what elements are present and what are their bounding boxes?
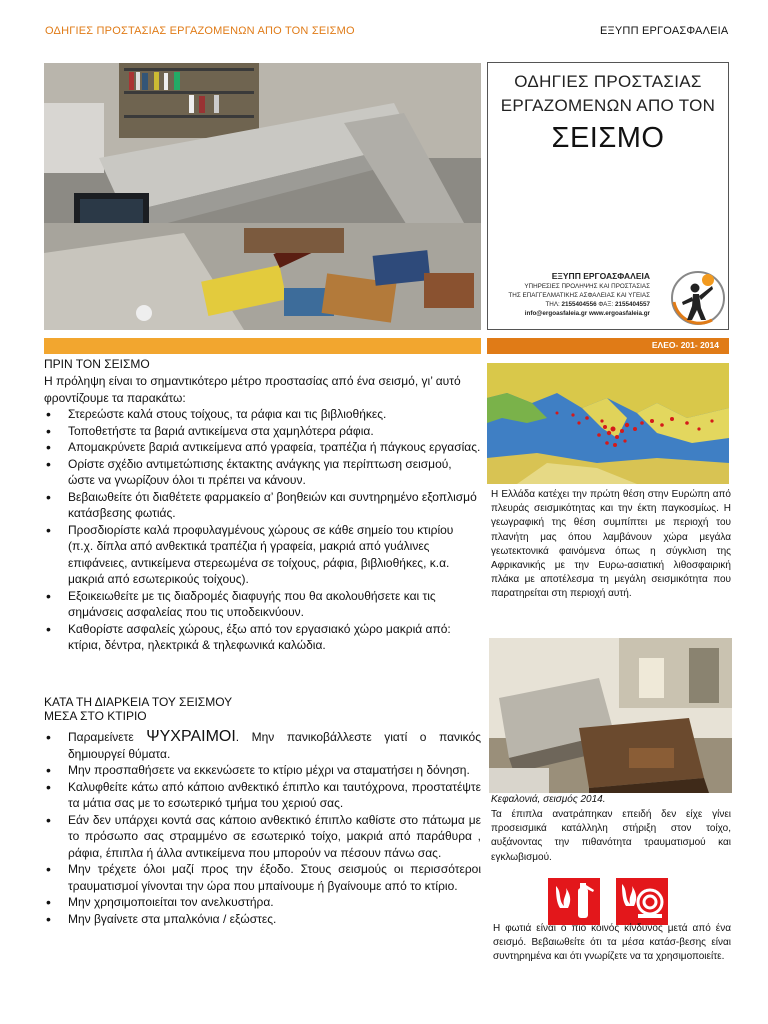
document-code: ΕΛΕΟ- 201- 2014 [651,340,719,350]
during-title: ΚΑΤΑ ΤΗ ΔΙΑΡΚΕΙΑ ΤΟΥ ΣΕΙΣΜΟΥ [44,695,233,709]
list-item: • Στερεώστε καλά στους τοίχους, τα ράφια και τις βιβλιοθήκες. [44,406,481,423]
org-phones: ΤΗΛ: 2155404556 ΦΑΞ: 2155404557 [545,301,650,308]
during-subtitle: ΜΕΣΑ ΣΤΟ ΚΤΙΡΙΟ [44,709,147,723]
org-web: info@ergoasfaleia.gr www.ergoasfaleia.gr [524,310,650,317]
before-list [44,406,481,654]
before-section [44,357,481,654]
ergoasfaleia-logo-icon [668,268,728,328]
org-line-1: ΥΠΗΡΕΣΙΕΣ ΠΡΟΛΗΨΗΣ ΚΑΙ ΠΡΟΣΤΑΣΙΑΣ [524,283,650,290]
title-box [487,62,729,330]
photo2-caption: Τα έπιπλα ανατράπηκαν επειδή δεν είχε γίνει προσεισμικά κατάλληλη στήριξη στον τοίχο, αυξάνοντας την πιθανότητα τραυματισμού και εγκλωβισμού. [491,809,731,863]
title-line-3: ΣΕΙΣΜΟ [551,122,665,154]
during-list [44,729,481,927]
during-section [44,695,481,927]
before-intro: Η πρόληψη είναι το σημαντικότερο μέτρο προστασίας από ένα σεισμό, γι’ αυτό φροντίζουμε τα παρακάτω: [44,374,461,405]
header-org: ΕΞΥΠΠ ΕΡΓΟΑΣΦΑΛΕΙΑ [600,25,729,37]
list-item: • Προσδιορίστε καλά προφυλαγμένους χώρους σε κάθε σημείο του κτιρίου (π.χ. δίπλα από ανθεκτικά τραπέζια ή γραφεία, μακριά από γυάλινες επιφάνειες, αντικείμενα στερεωμένα σε τοίχους, ράφια, βιβλιοθήκες, κ.α. μακριά από εσωτερικούς τοίχους). [44,522,481,588]
code-bar [487,338,729,354]
map-caption: Η Ελλάδα κατέχει την πρώτη θέση στην Ευρώπη από πλευράς σεισμικότητας και την έκτη παγκοσμίως. Η γεωγραφική της θέση συμπίπτει με περιοχή του πλανήτη μας όπου λαμβάνουν χώρα μεγάλα γεωτεκτονικά φαινόμενα όπως η σύγκλιση της Αφρικανικής με την Ευρω-ασιατική λιθοσφαιρική πλάκα με αποτέλεσμα τη μεγάλη σεισμικότητα που παρατηρείται στη περιοχή αυτή. [491,489,731,600]
seismicity-map-image [487,363,729,484]
list-item: • Παραμείνετε ΨΥΧΡΑΙΜΟΙ. Μην πανικοβάλλεστε γιατί ο πανικός δημιουργεί θύματα. [44,729,481,762]
office-damage-photo [44,63,481,330]
list-item: • Μην προσπαθήσετε να εκκενώσετε το κτίριο μέχρι να σταματήσει η δόνηση. [44,762,481,779]
list-item: • Καθορίστε ασφαλείς χώρους, έξω από τον εργασιακό χώρο μακριά από: κτίρια, δέντρα, ηλεκτρικά & τηλεφωνικά καλώδια. [44,621,481,654]
list-item: • Εάν δεν υπάρχει κοντά σας κάποιο ανθεκτικό έπιπλο καθίστε στο πάτωμα με το πρόσωπο σας στραμμένο σε εσωτερικό τοίχο, μακριά από παράθυρα , ράφια, έπιπλα ή άλλα αντικείμενα που μπορούν να πέσουν πάνω σας. [44,812,481,862]
org-contact-block [508,271,650,318]
before-title: ΠΡΙΝ ΤΟΝ ΣΕΙΣΜΟ [44,357,150,371]
title-line-2: ΕΡΓΑΖΟΜΕΝΩΝ ΑΠΟ ΤΟΝ [500,96,716,115]
list-item: • Ορίστε σχέδιο αντιμετώπισης έκτακτης ανάγκης για περίπτωση σεισμού, ώστε να γνωρίζουν όλοι τι πρέπει να κάνουν. [44,456,481,489]
section-bar [44,338,481,354]
fire-hose-sign-icon [616,878,668,925]
list-item: • Απομακρύνετε βαριά αντικείμενα από γραφεία, τραπέζια ή πάγκους εργασίας. [44,439,481,456]
list-item: • Τοποθετήστε τα βαριά αντικείμενα στα χαμηλότερα ράφια. [44,423,481,440]
header-title: ΟΔΗΓΙΕΣ ΠΡΟΣΤΑΣΙΑΣ ΕΡΓΑΖΟΜΕΝΩΝ ΑΠΟ ΤΟΝ ΣΕΙΣΜΟ [45,25,355,37]
list-item: • Βεβαιωθείτε ότι διαθέτετε φαρμακείο α’ βοηθειών και συντηρημένο εξοπλισμό κατάσβεσης φωτιάς. [44,489,481,522]
title-line-1: ΟΔΗΓΙΕΣ ΠΡΟΣΤΑΣΙΑΣ [514,72,702,91]
list-item: • Εξοικειωθείτε με τις διαδρομές διαφυγής που θα ακολουθήσετε και τις σημάνσεις ασφαλείας που τις υποδεικνύουν. [44,588,481,621]
fire-extinguisher-sign-icon [548,878,600,925]
list-item: • Μην τρέχετε όλοι μαζί προς την έξοδο. Στους σεισμούς οι περισσότεροι τραυματισμοί γίνονται την ώρα που μπαίνουμε ή βγαίνουμε από το κτίριο. [44,861,481,894]
fire-caption: Η φωτιά είναι ο πιο κοινός κίνδυνος μετά από ένα σεισμό. Βεβαιωθείτε ότι τα μέσα κατάσ-βεσης είναι συντηρημένα και ότι γνωρίζετε να τα χρησιμοποιείτε. [493,923,731,963]
list-item: • Καλυφθείτε κάτω από κάποιο ανθεκτικό έπιπλο και ταυτόχρονα, προστατέψτε τα μάτια σας με το εσωτερικό τμήμα του χεριού σας. [44,779,481,812]
kefalonia-photo [489,638,732,793]
list-item: • Μην χρησιμοποιείται τον ανελκυστήρα. [44,894,481,911]
org-name: ΕΞΥΠΠ ΕΡΓΟΑΣΦΑΛΕΙΑ [551,271,650,281]
photo2-caption-title: Κεφαλονιά, σεισμός 2014. [491,794,606,805]
list-item: • Μην βγαίνετε στα μπαλκόνια / εξώστες. [44,911,481,928]
org-line-2: ΤΗΣ ΕΠΑΓΓΕΛΜΑΤΙΚΗΣ ΑΣΦΑΛΕΙΑΣ ΚΑΙ ΥΓΕΙΑΣ [508,292,650,299]
